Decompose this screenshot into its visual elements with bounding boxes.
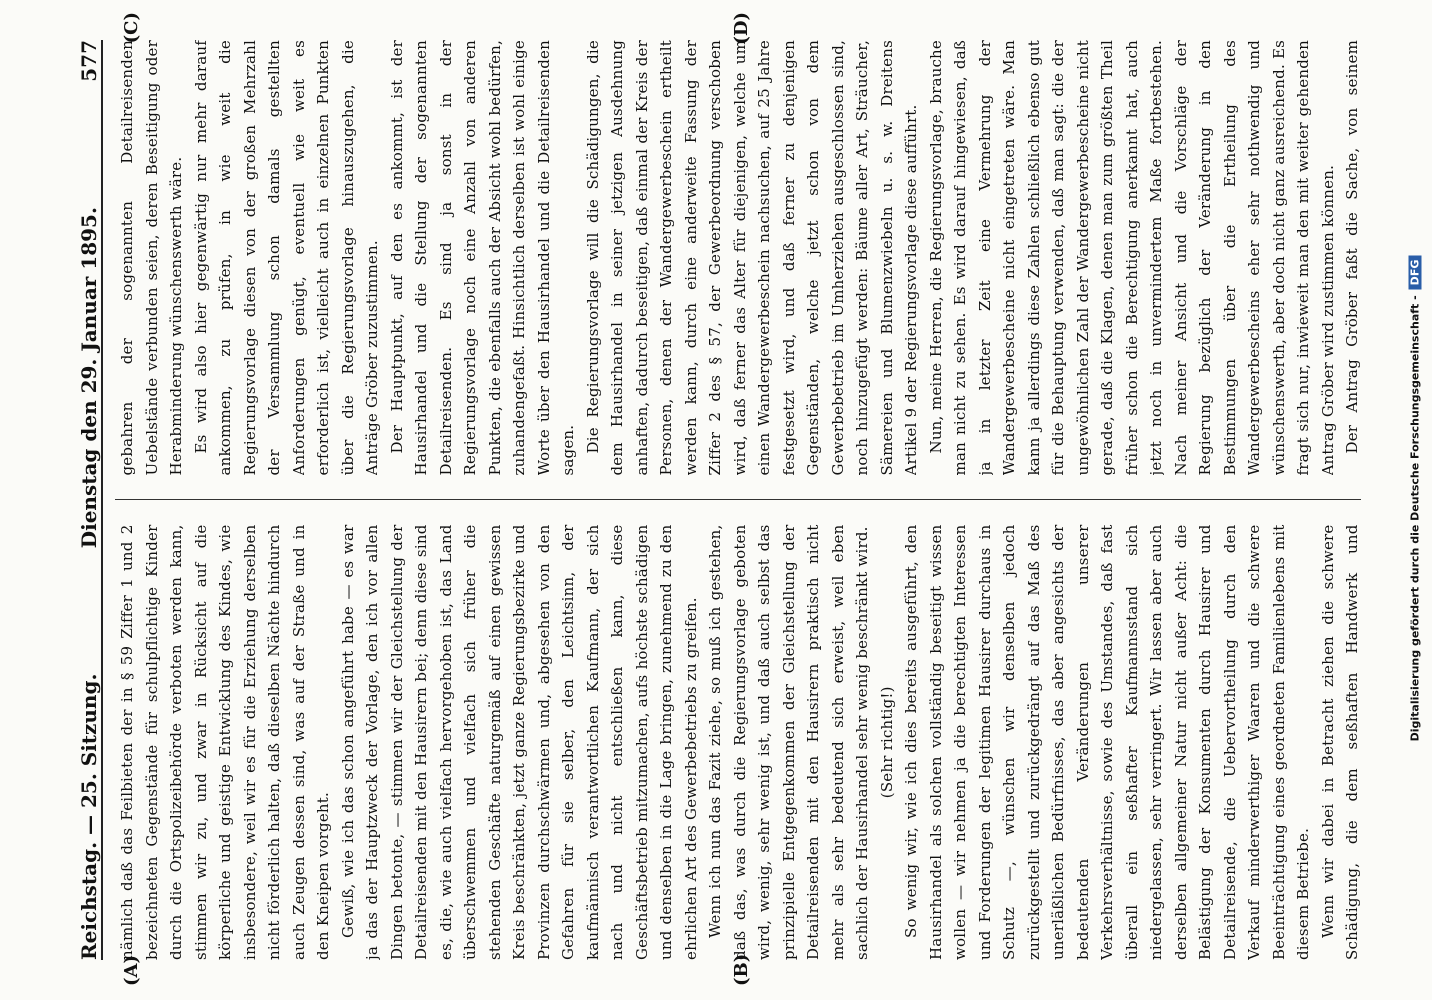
- paragraph: Wenn wir dabei in Betracht ziehen die schwere Schädigung, die dem seßhaften Handwerk und: [1318, 524, 1361, 960]
- paragraph: Der Hauptpunkt, auf den es ankommt, ist der Hausirhandel und die Stellung der sogenannten Detailreisenden. Es sind ja sonst in der Regierungsvorlage noch eine Anzahl von anderen Punkten, die ebenfalls auch der Absicht wohl bedürfen, zuhandengefaßt. Hinsichtlich derselben ist wohl einige Worte über den Hausirhandel und die Detailreisenden sagen.: [387, 40, 577, 476]
- header-date: Dienstag den 29. Januar 1895.: [77, 207, 101, 549]
- paragraph: Es wird also hier gegenwärtig nur mehr darauf ankommen, zu prüfen, in wie weit die Regierungsvorlage diesen von der großen Mehrzahl der Versammlung schon damals gestellten Anforderungen genügt, eventuell wie weit es erforderlich ist, vielleicht auch in einzelnen Punkten über die Regierungsvorlage hinauszugehen, die Anträge Gröber zuzustimmen.: [191, 40, 381, 476]
- right-column: [115, 40, 1361, 476]
- column-divider: [115, 500, 1361, 501]
- paragraph: gebahren der sogenannten Detailreisenden Uebelstände verbunden seien, deren Beseitigung oder Herabminderung wünschenswerth wäre.: [118, 40, 185, 476]
- paragraph: So wenig wir, wie ich dies bereits ausgeführt, den Hausirhandel als solchen vollständig beseitigt wissen wollen — wir nehmen ja die berechtigten Interessen und Forderungen der legitimen Hausirer durchaus in Schutz —, wünschen wir denselben jedoch zurückgestellt und zurückgedrängt auf das Maß des unerläßlichen Bedürfnisses, das aber angesichts der bedeutenden Veränderungen unserer Verkehrsverhältnisse, sowie des Umstandes, daß fast überall ein seßhafter Kaufmannsstand sich niedergelassen, sehr verringert. Wir lassen aber auch derselben allgemeiner Natur nicht außer Acht: die Belästigung der Konsumenten durch Hausirer und Detailreisende, die Uebervortheilung durch den Verkauf minderwerthiger Waaren und die schwere Beeinträchtigung eines geordneten Familienlebens mit diesem Betriebe.: [902, 524, 1312, 960]
- margin-letter-b: (B): [731, 953, 752, 986]
- interjection: (Sehr richtig!): [877, 686, 896, 799]
- digitization-credit: [1404, 8, 1426, 992]
- page-number: 577: [77, 40, 101, 82]
- paragraph: Die Regierungsvorlage will die Schädigungen, die dem Hausirhandel in seiner jetzigen Ausdehnung anhaften, dadurch beseitigen, daß einmal der Kreis der Personen, denen der Wandergewerbeschein ertheilt werden kann, durch eine anderweite Fassung der Ziffer 2 des § 57, der Gewerbeordnung verschoben wird, daß ferner das Alter für diejenigen, welche um einen Wandergewerbeschein nachsuchen, auf 25 Jahre festgesetzt wird, und daß ferner zu denjenigen Gegenständen, welche jetzt schon von dem Gewerbebetrieb im Umherziehen ausgeschlossen sind, noch hinzugefügt werden: Bäume aller Art, Sträucher, Sämereien und Blumenzwiebeln u. s. w. Dreitens Artikel 9 der Regierungsvorlage diese aufführt.: [583, 40, 920, 476]
- paragraph: nämlich daß das Feilbieten der in § 59 Ziffer 1 und 2 bezeichneten Gegenstände für schulpflichtige Kinder durch die Ortspolizeibehörde verboten werden kann, stimmen wir zu, und zwar in Rücksicht auf die körperliche und geistige Entwicklung des Kindes, wie insbesondere, weil wir es für die Erziehung derselben nicht förderlich halten, daß dieselben Nächte hindurch auch Zeugen dessen sind, was auf der Straße und in den Kneipen vorgeht.: [118, 524, 332, 960]
- paragraph: Wenn ich nun das Fazit ziehe, so muß ich gestehen, daß das, was durch die Regierungsvorlage geboten wird, wenig, sehr wenig ist, und daß auch selbst das prinzipielle Entgegenkommen der Gleichstellung der Detailreisenden mit den Hausirern praktisch nicht mehr als sehr bedeutend sich erweist, weil eben sachlich der Hausirhandel sehr wenig beschränkt wird.: [706, 524, 871, 960]
- dfg-logo: DFG: [1409, 256, 1422, 290]
- paragraph: Der Antrag Gröber faßt die Sache, von seinem: [1343, 40, 1361, 454]
- header-left: Reichstag. — 25. Sitzung.: [77, 673, 101, 960]
- margin-letter-c: (C): [121, 12, 142, 44]
- rotated-newspaper-page: [51, 12, 1381, 986]
- credit-text: Digitalisierung gefördert durch die Deutsche Forschungsgemeinschaft -: [1408, 295, 1422, 742]
- two-column-body: [115, 40, 1361, 960]
- paragraph: Nun, meine Herren, die Regierungsvorlage, brauche man nicht zu sehen. Es wird darauf hingewiesen, daß ja in letzter Zeit eine Vermehrung der Wandergewerbescheine nicht eingetreten wäre. Man kann ja allerdings diese Zahlen schließlich ebenso gut für die Behauptung verwenden, daß man sagt: die der ungewöhnlichen Zahl der Wandergewerbescheine nicht gerade, daß die Klagen, denen man zum größten Theil früher schon die Berechtigung anerkannt hat, auch jetzt noch in unvermindertem Maße fortbestehen. Nach meiner Ansicht und die Vorschläge der Regierung bezüglich der Veränderung in den Bestimmungen über die Ertheilung des Wandergewerbescheins eher sehr nothwendig und wünschenswerth, aber doch nicht ganz ausreichend. Es fragt sich nur, inwieweit man den mit weiter gehenden Antrag Gröber wird zustimmen können.: [926, 40, 1337, 476]
- margin-letter-a: (A): [121, 955, 142, 986]
- margin-letter-d: (D): [731, 12, 752, 45]
- left-column: [115, 525, 1361, 961]
- paragraph: Gewiß, wie ich das schon angeführt habe — es war ja das der Hauptzweck der Vorlage, den ich vor allen Dingen betonte, — stimmen wir der Gleichstellung der Detailreisenden mit den Hausirern bei; denn diese sind es, die, wie auch vielfach hervorgehoben ist, das Land überschwemmen und vielfach sich früher die stehenden Geschäfte naturgemäß auf einen gewissen Kreis beschränkten, jetzt ganze Regierungsbezirke und Provinzen durchschwärmen und, abgesehen von den Gefahren für sie selber, den Leichtsinn, der kaufmännisch verantwortlichen Kaufmann, der sich nach und nicht entschließen kann, diese Geschäftsbetrieb mitzumachen, aufs höchste schädigen und denselben in die Lage bringen, zunehmend zu den ehrlichen Art des Gewerbebetriebs zu greifen.: [338, 524, 700, 960]
- running-header: [65, 40, 103, 960]
